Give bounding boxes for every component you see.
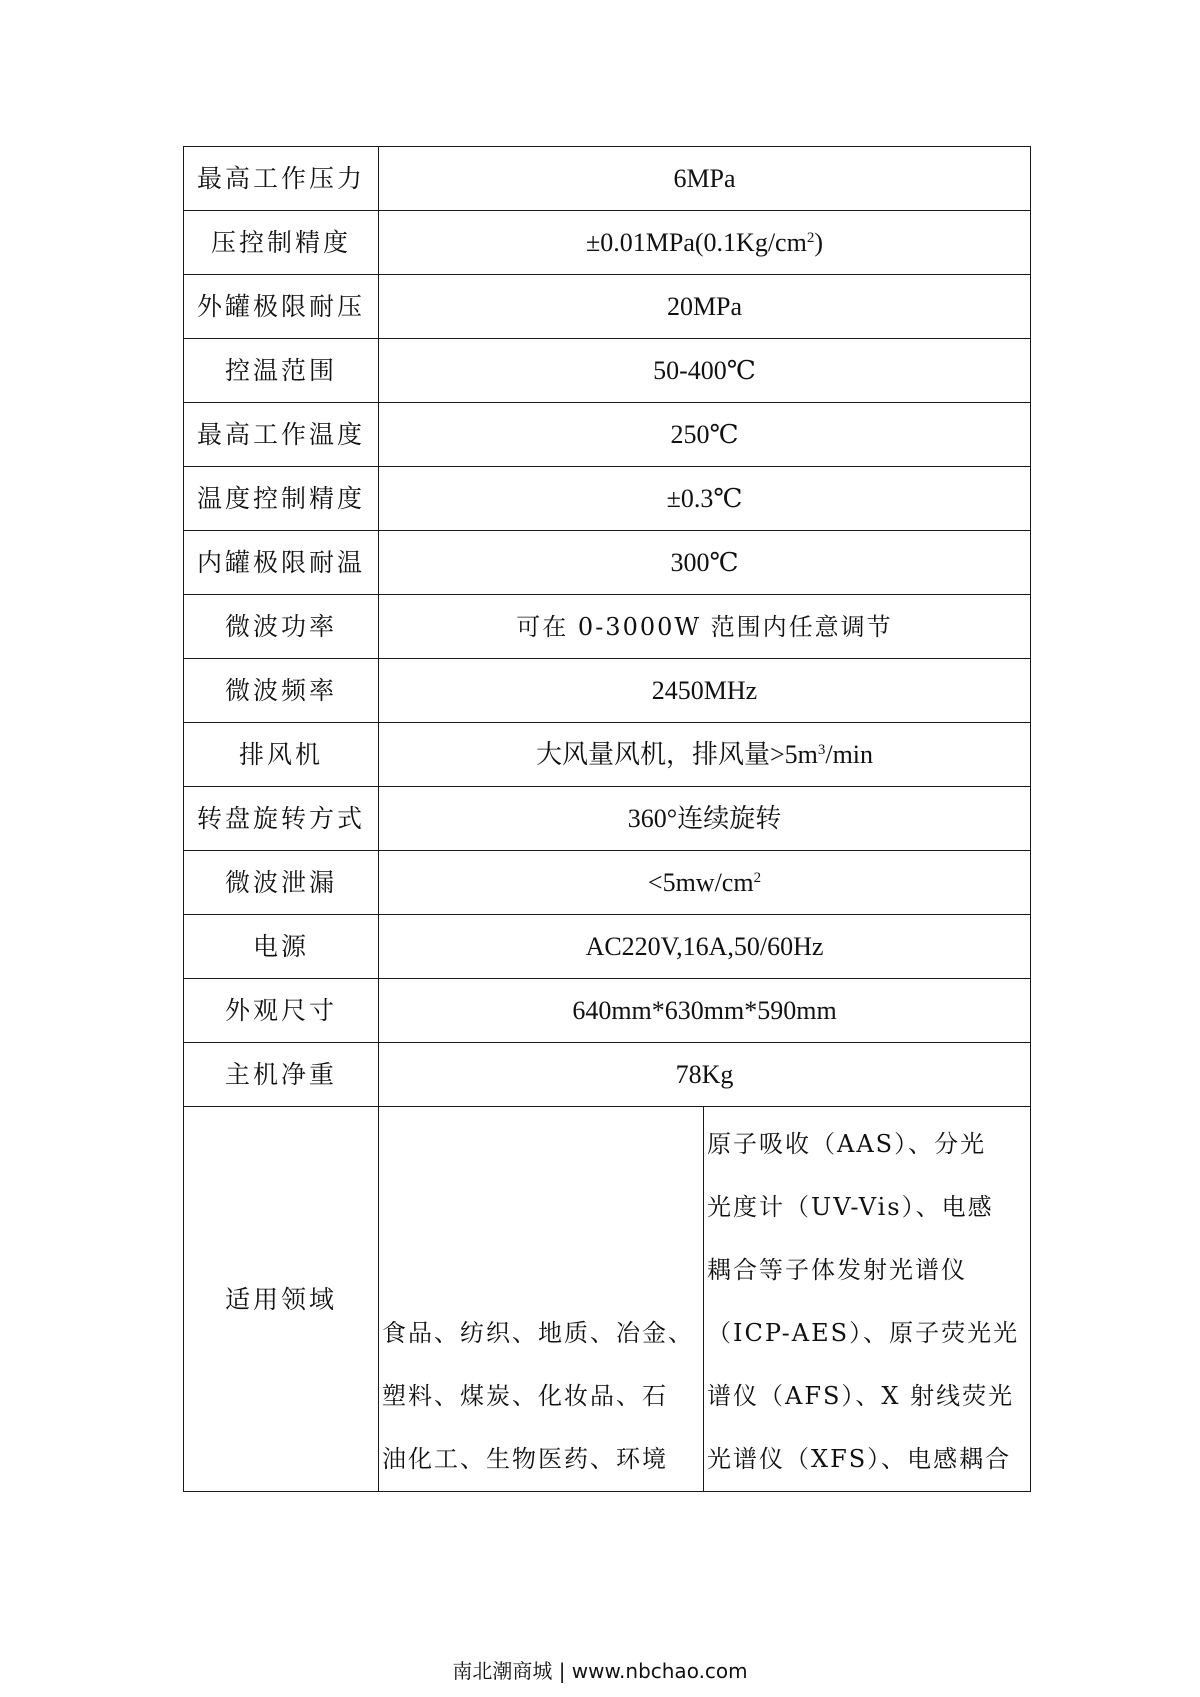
spec-value: $<5mw/cm^2$	[379, 851, 1031, 915]
spec-value: 78Kg	[379, 1043, 1031, 1107]
spec-value: 250℃	[379, 403, 1031, 467]
spec-value: 640mm*630mm*590mm	[379, 979, 1031, 1043]
table-row	[184, 1043, 1031, 1107]
spec-value: 360°连续旋转	[379, 787, 1031, 851]
table-row	[184, 467, 1031, 531]
spec-label: 最高工作温度	[184, 403, 379, 467]
page-footer: 南北潮商城 | www.nbchao.com	[452, 1659, 748, 1683]
spec-label: 转盘旋转方式	[184, 787, 379, 851]
table-row	[184, 915, 1031, 979]
spec-label: 外观尺寸	[184, 979, 379, 1043]
spec-value: 20MPa	[379, 275, 1031, 339]
spec-label: 电源	[184, 915, 379, 979]
table-row	[184, 723, 1031, 787]
spec-label: 最高工作压力	[184, 147, 379, 211]
spec-label: 外罐极限耐压	[184, 275, 379, 339]
spec-value: 50-400℃	[379, 339, 1031, 403]
table-row	[184, 851, 1031, 915]
application-fields-line: 油化工、生物医药、环境	[382, 1445, 668, 1473]
application-instruments-line: 原子吸收（AAS）、分光	[707, 1130, 987, 1158]
spec-value: 大风量风机，排风量$>5m^3/\min$	[379, 723, 1031, 787]
table-row	[184, 979, 1031, 1043]
spec-value: 2450MHz	[379, 659, 1031, 723]
spec-value: ±0.3℃	[379, 467, 1031, 531]
table-row	[184, 275, 1031, 339]
table-row	[184, 403, 1031, 467]
spec-value: 6MPa	[379, 147, 1031, 211]
table-row	[184, 595, 1031, 659]
application-instruments-line: 谱仪（AFS）、X 射线荧光	[707, 1382, 1015, 1410]
application-instruments-cell	[704, 1107, 1031, 1492]
spec-label: 控温范围	[184, 339, 379, 403]
spec-label: 排风机	[184, 723, 379, 787]
application-instruments-line: 光谱仪（XFS）、电感耦合	[707, 1445, 1012, 1473]
spec-label: 微波泄漏	[184, 851, 379, 915]
spec-label: 微波功率	[184, 595, 379, 659]
application-instruments-line: 耦合等子体发射光谱仪	[707, 1256, 967, 1284]
table-row	[184, 339, 1031, 403]
specification-table-body	[184, 147, 1031, 1492]
spec-label: 内罐极限耐温	[184, 531, 379, 595]
application-instruments-line: （ICP-AES）、原子荧光光	[707, 1319, 1020, 1347]
application-label: 适用领域	[184, 1107, 379, 1492]
spec-label: 温度控制精度	[184, 467, 379, 531]
application-instruments-line: 光度计（UV-Vis）、电感	[707, 1193, 994, 1221]
application-fields-line: 塑料、煤炭、化妆品、石	[382, 1382, 668, 1410]
application-fields-line: 食品、纺织、地质、冶金、	[382, 1319, 694, 1347]
spec-value: AC220V,16A,50/60Hz	[379, 915, 1031, 979]
table-row	[184, 531, 1031, 595]
table-row	[184, 787, 1031, 851]
application-fields-cell	[379, 1107, 704, 1492]
spec-label: 微波频率	[184, 659, 379, 723]
spec-label: 压控制精度	[184, 211, 379, 275]
specification-table	[183, 146, 1031, 1492]
spec-value: 可在 0-3000W 范围内任意调节	[379, 595, 1031, 659]
table-row	[184, 211, 1031, 275]
spec-label: 主机净重	[184, 1043, 379, 1107]
table-row	[184, 659, 1031, 723]
application-row	[184, 1107, 1031, 1492]
spec-value: 300℃	[379, 531, 1031, 595]
table-row	[184, 147, 1031, 211]
spec-value: $\pm 0.01MPa(0.1Kg/cm^2)$	[379, 211, 1031, 275]
